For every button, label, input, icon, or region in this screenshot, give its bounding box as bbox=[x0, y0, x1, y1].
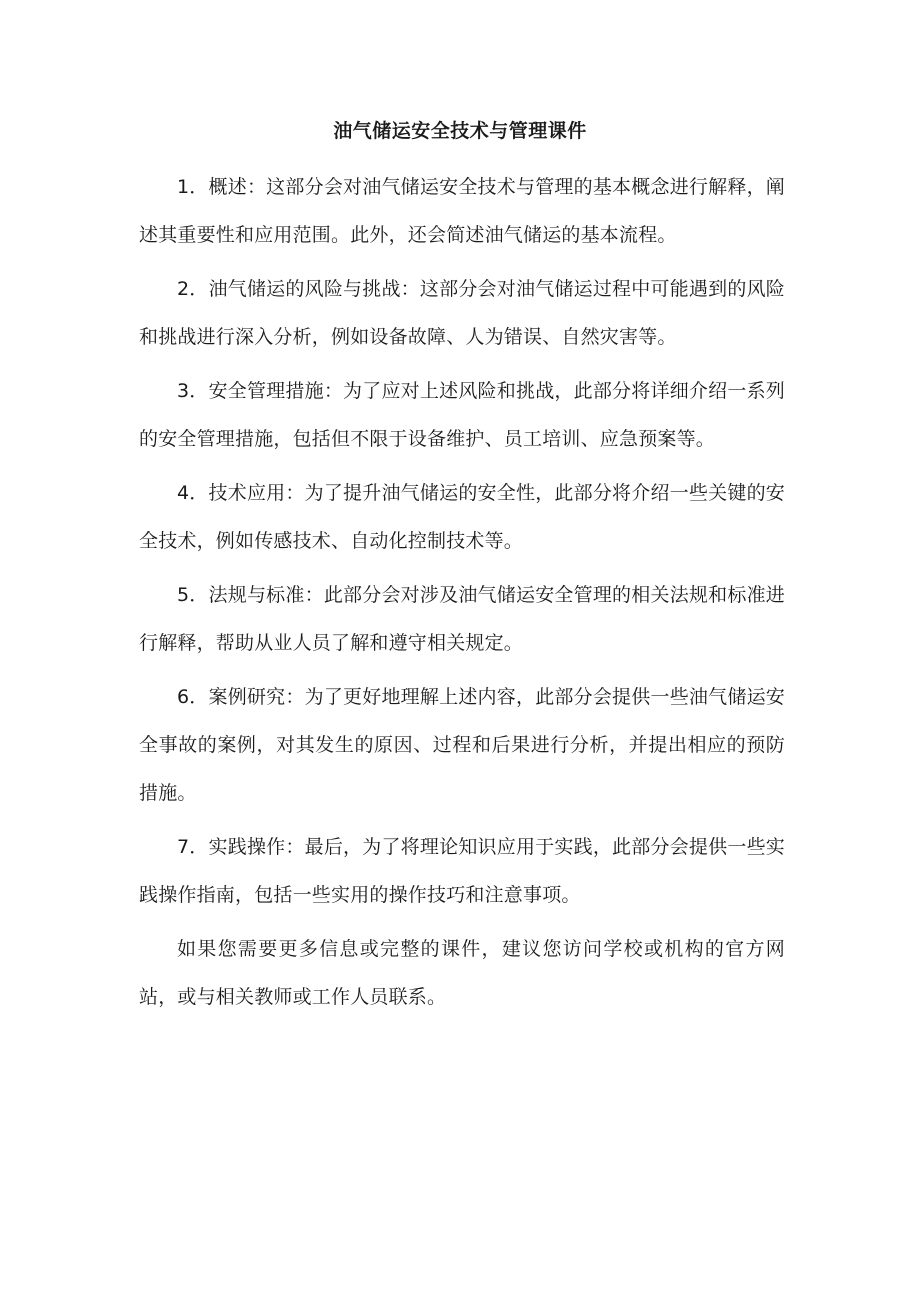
document-body bbox=[139, 163, 785, 1027]
paragraph-regulations: 5．法规与标准：此部分会对涉及油气储运安全管理的相关法规和标准进行解释，帮助从业人员了解和遵守相关规定。 bbox=[139, 584, 785, 654]
paragraph-practice: 7．实践操作：最后，为了将理论知识应用于实践，此部分会提供一些实践操作指南，包括一些实用的操作技巧和注意事项。 bbox=[139, 836, 785, 906]
paragraph-safety-measures: 3．安全管理措施：为了应对上述风险和挑战，此部分将详细介绍一系列的安全管理措施，包括但不限于设备维护、员工培训、应急预案等。 bbox=[139, 380, 785, 450]
paragraph-more-info: 如果您需要更多信息或完整的课件，建议您访问学校或机构的官方网站，或与相关教师或工作人员联系。 bbox=[139, 938, 785, 1008]
paragraph-risks-challenges: 2．油气储运的风险与挑战：这部分会对油气储运过程中可能遇到的风险和挑战进行深入分析，例如设备故障、人为错误、自然灾害等。 bbox=[139, 278, 785, 348]
paragraph-case-studies: 6．案例研究：为了更好地理解上述内容，此部分会提供一些油气储运安全事故的案例，对其发生的原因、过程和后果进行分析，并提出相应的预防措施。 bbox=[139, 686, 785, 804]
document-title: 油气储运安全技术与管理课件 bbox=[333, 120, 587, 142]
paragraph-technology: 4．技术应用：为了提升油气储运的安全性，此部分将介绍一些关键的安全技术，例如传感技术、自动化控制技术等。 bbox=[139, 482, 785, 552]
paragraph-overview: 1．概述：这部分会对油气储运安全技术与管理的基本概念进行解释，阐述其重要性和应用范围。此外，还会简述油气储运的基本流程。 bbox=[139, 176, 785, 246]
